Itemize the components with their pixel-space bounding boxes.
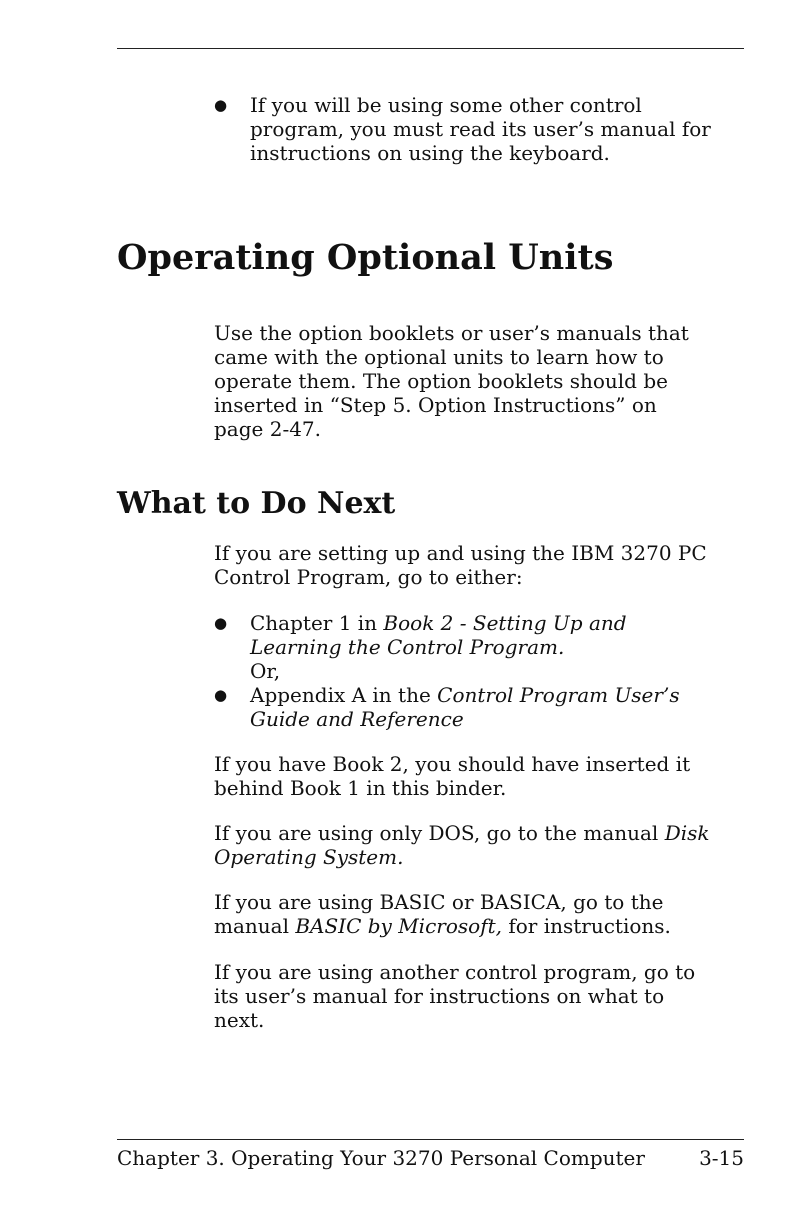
text-line: If you are using another control program, go to xyxy=(214,960,696,984)
list-item xyxy=(214,611,754,683)
paragraph-option-booklets xyxy=(214,321,754,441)
text-line: If you will be using some other control xyxy=(250,93,642,117)
book-title: Guide and Reference xyxy=(250,707,464,731)
book-title: Control Program User’s xyxy=(437,683,680,707)
footer-rule xyxy=(117,1139,744,1140)
text-line: came with the optional units to learn how to xyxy=(214,345,664,369)
book-title: Learning the Control Program. xyxy=(250,635,565,659)
paragraph-basic xyxy=(214,890,754,938)
paragraph-dos xyxy=(214,821,754,869)
top-rule xyxy=(117,48,744,49)
text-line xyxy=(214,914,754,938)
text-span: If you are using only DOS, go to the manual xyxy=(214,821,659,845)
text-line: behind Book 1 in this binder. xyxy=(214,776,507,800)
bullet-icon: ● xyxy=(214,96,228,114)
text-line: program, you must read its user’s manual for xyxy=(250,117,711,141)
footer-chapter-title: Chapter 3. Operating Your 3270 Personal Computer xyxy=(117,1146,645,1170)
book-title: Book 2 - Setting Up and xyxy=(383,611,627,635)
text-line xyxy=(250,635,754,659)
text-line xyxy=(250,707,754,731)
text-line: If you are setting up and using the IBM 3270 PC xyxy=(214,541,707,565)
section-heading-operating-optional-units: Operating Optional Units xyxy=(117,237,614,278)
text-line xyxy=(214,821,754,845)
list-item xyxy=(214,93,754,165)
text-span: for instructions. xyxy=(508,914,671,938)
text-line xyxy=(214,845,754,869)
section-heading-what-to-do-next: What to Do Next xyxy=(117,486,396,521)
text-line: If you are using BASIC or BASICA, go to the xyxy=(214,890,664,914)
paragraph-other-program xyxy=(214,960,754,1032)
book-title: Operating System. xyxy=(214,845,404,869)
text-span: manual xyxy=(214,914,289,938)
book-title: Disk xyxy=(664,821,710,845)
text-line: If you have Book 2, you should have inserted it xyxy=(214,752,691,776)
text-line xyxy=(250,611,754,635)
text-line: instructions on using the keyboard. xyxy=(250,141,610,165)
text-line: Use the option booklets or user’s manuals that xyxy=(214,321,689,345)
text-span: Appendix A in the xyxy=(250,683,431,707)
bullet-icon: ● xyxy=(214,614,228,632)
text-line: its user’s manual for instructions on what to xyxy=(214,984,665,1008)
text-line xyxy=(250,683,754,707)
text-span: Chapter 1 in xyxy=(250,611,378,635)
text-line: page 2-47. xyxy=(214,417,322,441)
text-line: operate them. The option booklets should be xyxy=(214,369,668,393)
text-line: Control Program, go to either: xyxy=(214,565,523,589)
text-line: Or, xyxy=(250,659,281,683)
book-title: BASIC by Microsoft, xyxy=(295,914,502,938)
paragraph-next-intro xyxy=(214,541,754,589)
text-line: next. xyxy=(214,1008,265,1032)
page-number: 3-15 xyxy=(699,1146,744,1170)
paragraph-book2 xyxy=(214,752,754,800)
bullet-icon: ● xyxy=(214,686,228,704)
list-item xyxy=(214,683,754,731)
text-line: inserted in “Step 5. Option Instructions” on xyxy=(214,393,657,417)
bullet-list-control-program xyxy=(214,93,754,165)
bullet-list-next-steps xyxy=(214,611,754,731)
